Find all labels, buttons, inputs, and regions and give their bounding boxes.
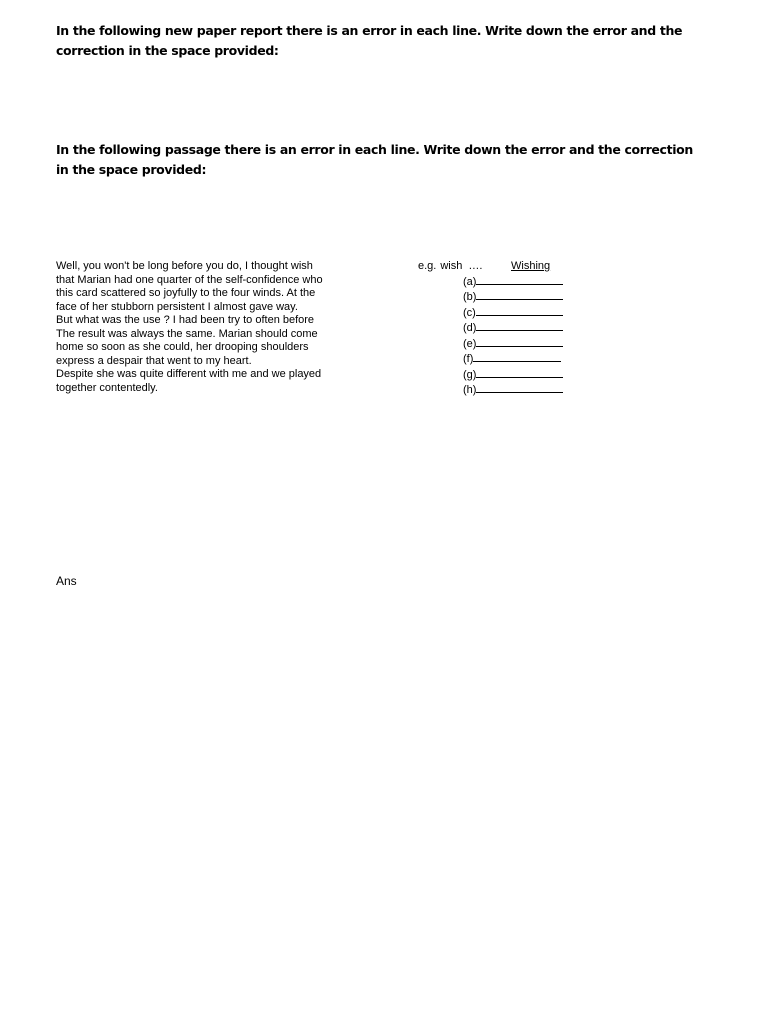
instruction-heading-news-report: In the following new paper report there is an error in each line. Write down the error and the correction in the space provided: — [56, 23, 683, 58]
answer-blank-line[interactable] — [476, 336, 563, 347]
passage-line: together contentedly. — [56, 381, 158, 394]
passage-line: The result was always the same. Marian should come — [56, 327, 318, 340]
answer-blank-line[interactable] — [476, 382, 563, 393]
answer-row-c — [463, 305, 563, 321]
passage-text — [56, 260, 356, 395]
example-error-word: wish — [440, 260, 463, 272]
answer-row-e — [463, 336, 563, 352]
answer-label: (g) — [463, 368, 477, 381]
answer-label: (d) — [463, 322, 477, 334]
example-prefix: e.g. — [418, 260, 437, 272]
answer-blank-line[interactable] — [476, 367, 563, 378]
answer-label: (a) — [463, 275, 477, 288]
answer-blanks — [463, 274, 563, 398]
answer-label: (f) — [463, 353, 474, 365]
answer-label: (b) — [463, 291, 477, 303]
passage-line: that Marian had one quarter of the self-confidence who — [56, 273, 323, 286]
answer-row-h — [463, 382, 563, 398]
answer-blank-line[interactable] — [476, 305, 563, 316]
passage-line: express a despair that went to my heart. — [56, 354, 252, 367]
passage-line: this card scattered so joyfully to the four winds. At the — [56, 287, 316, 299]
passage-line: home so soon as she could, her drooping shoulders — [56, 341, 309, 353]
answer-blank-line[interactable] — [476, 274, 563, 285]
answer-row-a — [463, 274, 563, 290]
passage-line: But what was the use ? I had been try to often before — [56, 314, 315, 326]
answer-label: (e) — [463, 337, 477, 350]
answer-row-f — [463, 351, 563, 367]
answer-label: (h) — [463, 384, 477, 396]
passage-line: Despite she was quite different with me and we played — [56, 368, 322, 380]
answer-row-d — [463, 320, 563, 336]
example-dots: …. — [468, 260, 483, 272]
answer-row-b — [463, 289, 563, 305]
answer-blank-line[interactable] — [473, 351, 561, 362]
answer-blank-line[interactable] — [476, 289, 563, 300]
answer-row-g — [463, 367, 563, 383]
passage-line: Well, you won't be long before you do, I thought wish — [56, 260, 313, 272]
example-answer — [418, 260, 551, 274]
answer-blank-line[interactable] — [476, 320, 563, 331]
passage-line: face of her stubborn persistent I almost gave way. — [56, 300, 298, 313]
ans-label: Ans — [56, 574, 77, 588]
answer-label: (c) — [463, 306, 476, 319]
instruction-heading-passage: In the following passage there is an error in each line. Write down the error and the correction in the space provided: — [56, 142, 693, 177]
example-correction: Wishing — [511, 260, 551, 272]
